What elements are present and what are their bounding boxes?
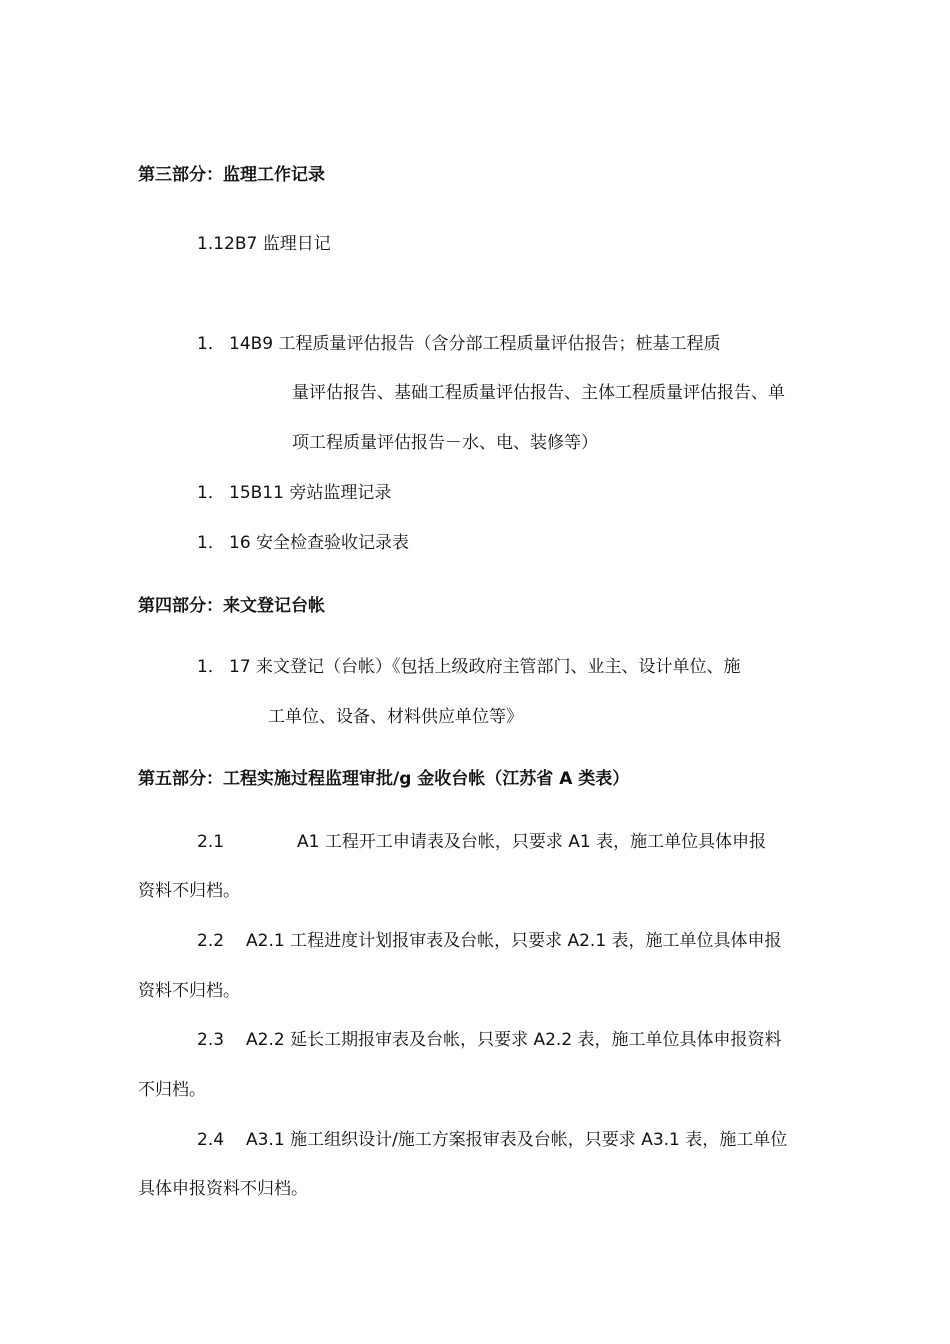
item-2-2-number: 2.2 [197, 931, 225, 951]
item-2-1-line2: 资料不归档。 [138, 881, 240, 901]
section-heading-part5: 第五部分：工程实施过程监理审批/g 金收台帐（江苏省 A 类表） [138, 769, 630, 789]
item-2-4-line1: A3.1 施工组织设计/施工方案报审表及台帐，只要求 A3.1 表，施工单位 [246, 1130, 788, 1150]
item-2-3-number: 2.3 [197, 1030, 225, 1050]
item-1-17-line1 [197, 656, 741, 678]
item-1-14-line2: 量评估报告、基础工程质量评估报告、主体工程质量评估报告、单 [292, 383, 785, 403]
item-2-3-line1: A2.2 延长工期报审表及台帐，只要求 A2.2 表，施工单位具体申报资料 [246, 1030, 782, 1050]
item-1-14-line1 [197, 333, 721, 355]
item-2-1-line1: A1 工程开工申请表及台帐，只要求 A1 表，施工单位具体申报 [297, 832, 767, 852]
item-1-15 [197, 482, 391, 504]
item-2-2-line1: A2.1 工程进度计划报审表及台帐，只要求 A2.1 表，施工单位具体申报 [246, 931, 782, 951]
item-1-16-number: 1． [197, 533, 225, 553]
item-1-14-number: 1． [197, 334, 225, 354]
item-2-4-line2: 具体申报资料不归档。 [138, 1179, 308, 1199]
section-heading-part4: 第四部分：来文登记台帐 [138, 596, 325, 616]
item-1-15-number: 1． [197, 483, 225, 503]
item-2-3-line2: 不归档。 [138, 1080, 206, 1100]
item-1-17-number: 1． [197, 657, 225, 677]
item-1-14-line3: 项工程质量评估报告－水、电、装修等） [292, 433, 598, 453]
item-1-15-text: 15B11 旁站监理记录 [229, 483, 392, 503]
item-1-16-text: 16 安全检查验收记录表 [229, 533, 410, 553]
item-2-1-number: 2.1 [197, 832, 225, 852]
section-heading-part3: 第三部分：监理工作记录 [138, 165, 325, 185]
item-1-17-line2: 工单位、设备、材料供应单位等》 [268, 707, 523, 727]
item-1-14-text-line1: 14B9 工程质量评估报告（含分部工程质量评估报告；桩基工程质 [229, 334, 721, 354]
item-2-4-number: 2.4 [197, 1130, 225, 1150]
item-1-16 [197, 532, 409, 554]
item-1-12-text: 1.12B7 监理日记 [197, 234, 331, 254]
item-1-17-text-line1: 17 来文登记（台帐）《包括上级政府主管部门、业主、设计单位、施 [229, 657, 741, 677]
item-2-2-line2: 资料不归档。 [138, 981, 240, 1001]
